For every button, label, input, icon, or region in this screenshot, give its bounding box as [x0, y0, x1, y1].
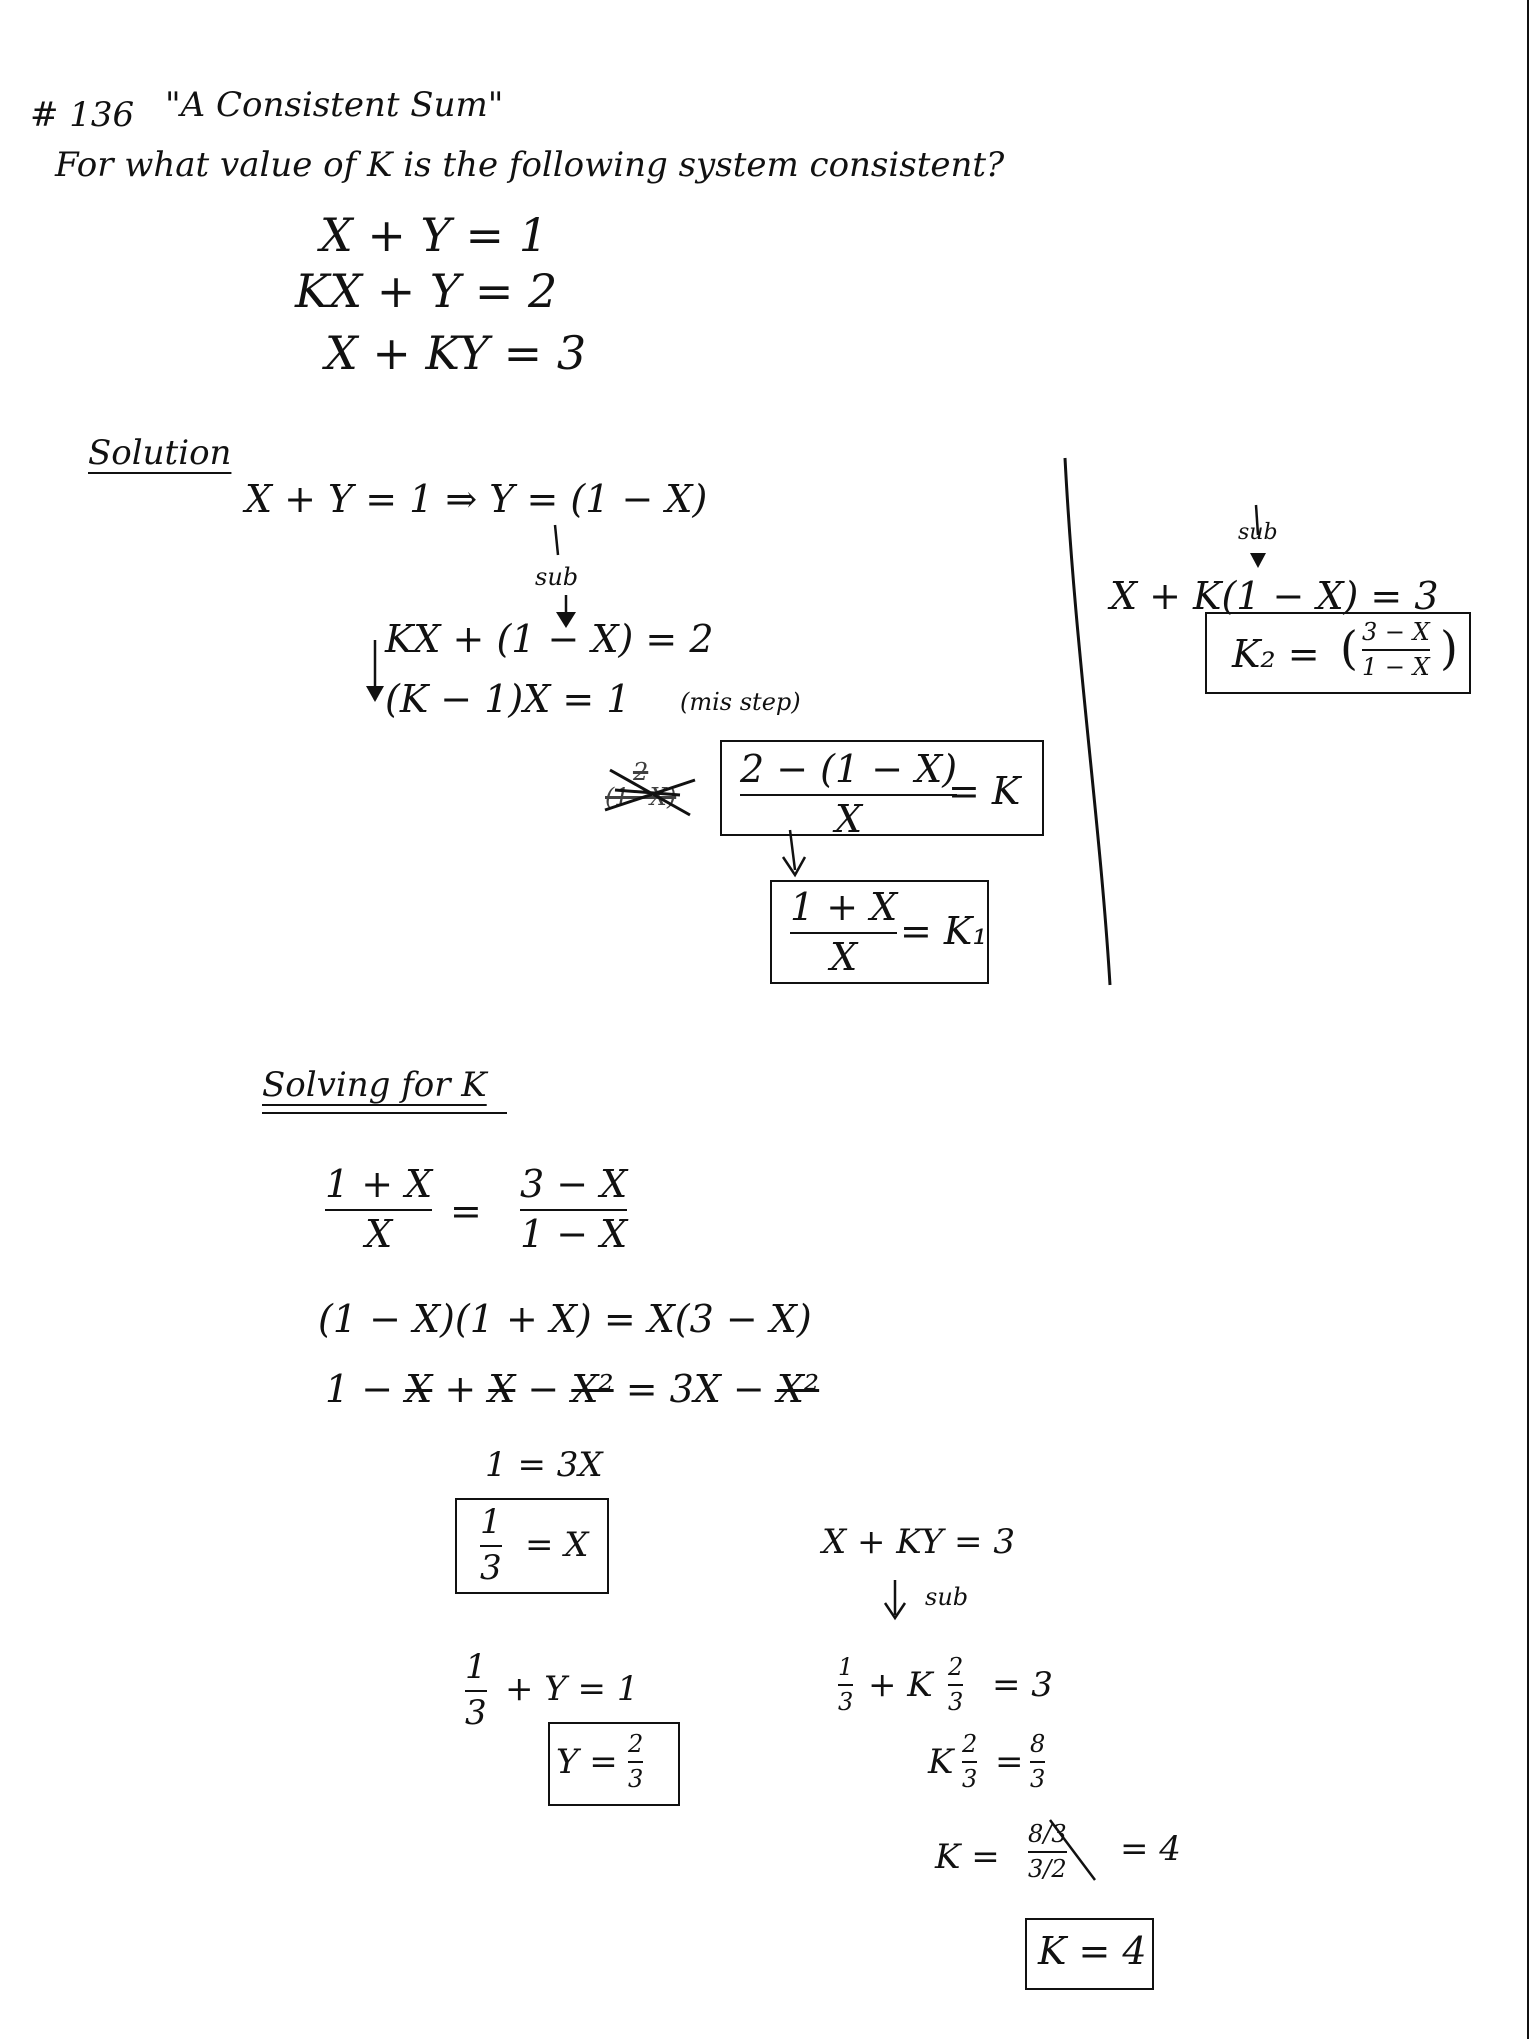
solving-line-4: 1 = 3X	[485, 1445, 603, 1485]
solving-line-3: 1 − X + X − X² = 3X − X²	[325, 1367, 820, 1411]
solution-heading: Solution	[88, 433, 232, 473]
final-step2-eq: =	[995, 1742, 1024, 1782]
problem-question: For what value of K is the following system consistent?	[55, 145, 1005, 185]
solving-equals: =	[450, 1189, 482, 1233]
y-equation-fraction: 1 3	[465, 1647, 487, 1733]
y-equation-rhs: + Y = 1	[505, 1669, 639, 1709]
final-step1-frac-b: 2 3	[948, 1653, 964, 1717]
system-equation-1: X + Y = 1	[320, 208, 548, 262]
k2-open-paren: (	[1340, 621, 1358, 675]
k-expression-fraction: 2 − (1 − X) X	[740, 747, 958, 841]
solving-heading: Solving for K	[262, 1065, 487, 1105]
system-equation-3: X + KY = 3	[325, 326, 587, 380]
final-step1-frac-a: 1 3	[838, 1653, 854, 1717]
solving-lhs-fraction: 1 + X X	[325, 1162, 433, 1256]
k1-fraction: 1 + X X	[790, 885, 898, 979]
problem-title: "A Consistent Sum"	[165, 85, 504, 125]
final-step2-lhs: K	[928, 1742, 954, 1782]
y-fraction: 2 3	[628, 1730, 644, 1794]
system-equation-2: KX + Y = 2	[295, 264, 558, 318]
solution-step-2: KX + (1 − X) = 2	[385, 617, 714, 661]
right-sub-label: sub	[1238, 520, 1278, 545]
right-equation: X + K(1 − X) = 3	[1110, 574, 1439, 618]
problem-number: # 136	[30, 95, 135, 135]
solving-heading-double-underline	[262, 1112, 507, 1114]
misstep-note: (mis step)	[680, 688, 801, 716]
k2-lhs: K₂ =	[1232, 632, 1320, 676]
k2-close-paren: )	[1440, 621, 1458, 675]
final-answer: K = 4	[1038, 1929, 1147, 1973]
k-expression-rhs: = K	[948, 769, 1021, 813]
final-step3-fraction: 8/3 3/2	[1028, 1820, 1067, 1884]
x-rhs: = X	[525, 1525, 589, 1565]
final-step3-lhs: K =	[935, 1837, 1000, 1877]
final-step2-frac-a: 2 3	[962, 1730, 978, 1794]
final-step1-rhs: = 3	[992, 1665, 1053, 1705]
y-lhs: Y =	[556, 1742, 618, 1782]
crossed-out-fraction: 2 (1−X)	[605, 758, 677, 812]
solving-line-2: (1 − X)(1 + X) = X(3 − X)	[318, 1297, 812, 1341]
k1-rhs: = K₁	[900, 909, 988, 953]
solution-step-1: X + Y = 1 ⇒ Y = (1 − X)	[245, 477, 708, 521]
final-equation: X + KY = 3	[822, 1522, 1015, 1562]
k2-fraction: 3 − X 1 − X	[1362, 618, 1430, 682]
final-sub-label: sub	[925, 1583, 969, 1611]
x-fraction: 1 3	[480, 1502, 502, 1588]
final-step2-frac-b: 8 3	[1030, 1730, 1046, 1794]
solution-step-3: (K − 1)X = 1	[385, 677, 631, 721]
final-step3-rhs: = 4	[1120, 1829, 1181, 1869]
solving-rhs-fraction: 3 − X 1 − X	[520, 1162, 628, 1256]
final-step1-mid: + K	[868, 1665, 933, 1705]
sub-label: sub	[535, 563, 579, 591]
